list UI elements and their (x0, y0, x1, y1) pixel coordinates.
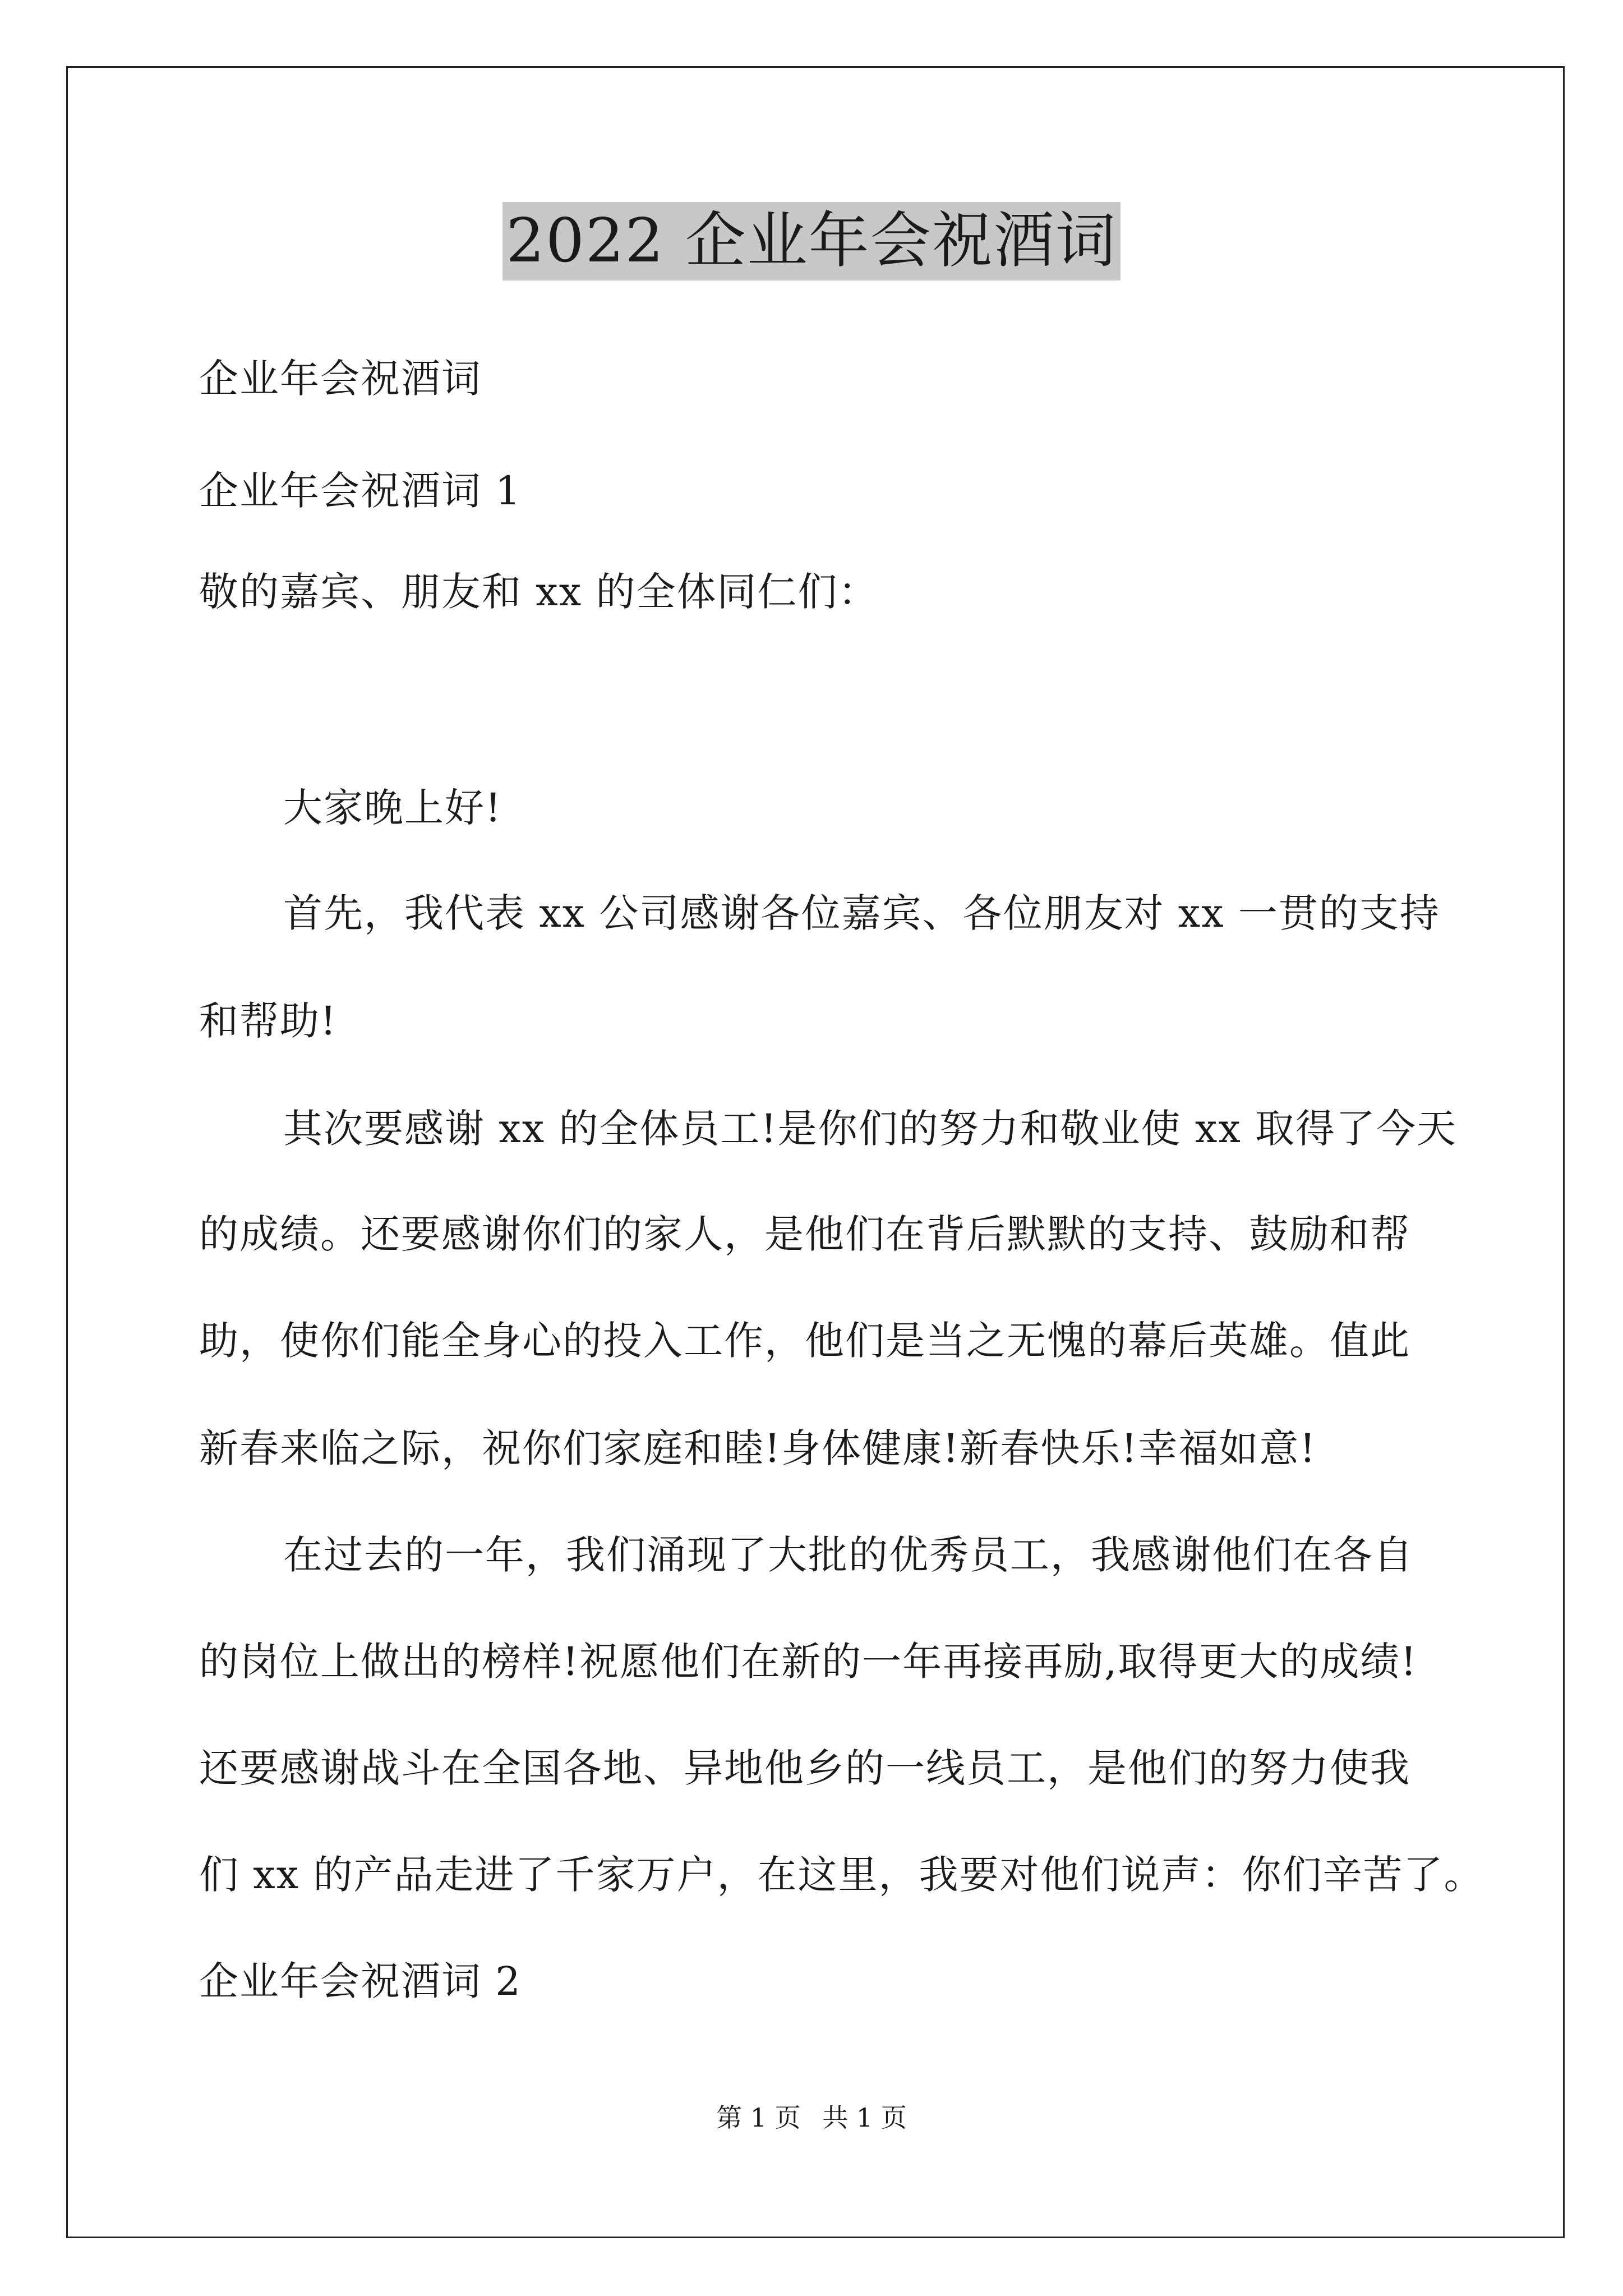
document-title: 2022 企业年会祝酒词 (502, 202, 1120, 280)
paragraph-line: 大家晚上好! (283, 785, 502, 831)
paragraph-line: 的岗位上做出的榜样!祝愿他们在新的一年再接再励,取得更大的成绩! (199, 1639, 1418, 1685)
paragraph-line: 的成绩。还要感谢你们的家人，是他们在背后默默的支持、鼓励和帮 (199, 1211, 1410, 1257)
paragraph-line: 其次要感谢 xx 的全体员工!是你们的努力和敬业使 xx 取得了今天 (283, 1106, 1458, 1152)
section-heading: 企业年会祝酒词 1 (199, 468, 522, 514)
paragraph-line: 在过去的一年，我们涌现了大批的优秀员工，我感谢他们在各自 (283, 1532, 1414, 1578)
paragraph-line: 和帮助! (199, 998, 338, 1044)
page-footer (0, 2101, 1623, 2134)
section-heading: 企业年会祝酒词 (199, 356, 482, 402)
section-heading: 企业年会祝酒词 2 (199, 1958, 522, 2004)
page-total: 共 1 页 (822, 2102, 907, 2133)
paragraph-line: 新春来临之际，祝你们家庭和睦!身体健康!新春快乐!幸福如意! (199, 1425, 1317, 1471)
paragraph-line: 们 xx 的产品走进了千家万户，在这里，我要对他们说声：你们辛苦了。 (199, 1852, 1484, 1898)
paragraph-line: 助，使你们能全身心的投入工作，他们是当之无愧的幕后英雄。值此 (199, 1318, 1410, 1364)
paragraph-line: 首先，我代表 xx 公司感谢各位嘉宾、各位朋友对 xx 一贯的支持 (283, 890, 1440, 936)
title-wrap (0, 202, 1623, 280)
page-number: 第 1 页 (716, 2102, 801, 2133)
salutation: 敬的嘉宾、朋友和 xx 的全体同仁们： (199, 569, 879, 615)
paragraph-line: 还要感谢战斗在全国各地、异地他乡的一线员工，是他们的努力使我 (199, 1745, 1410, 1791)
